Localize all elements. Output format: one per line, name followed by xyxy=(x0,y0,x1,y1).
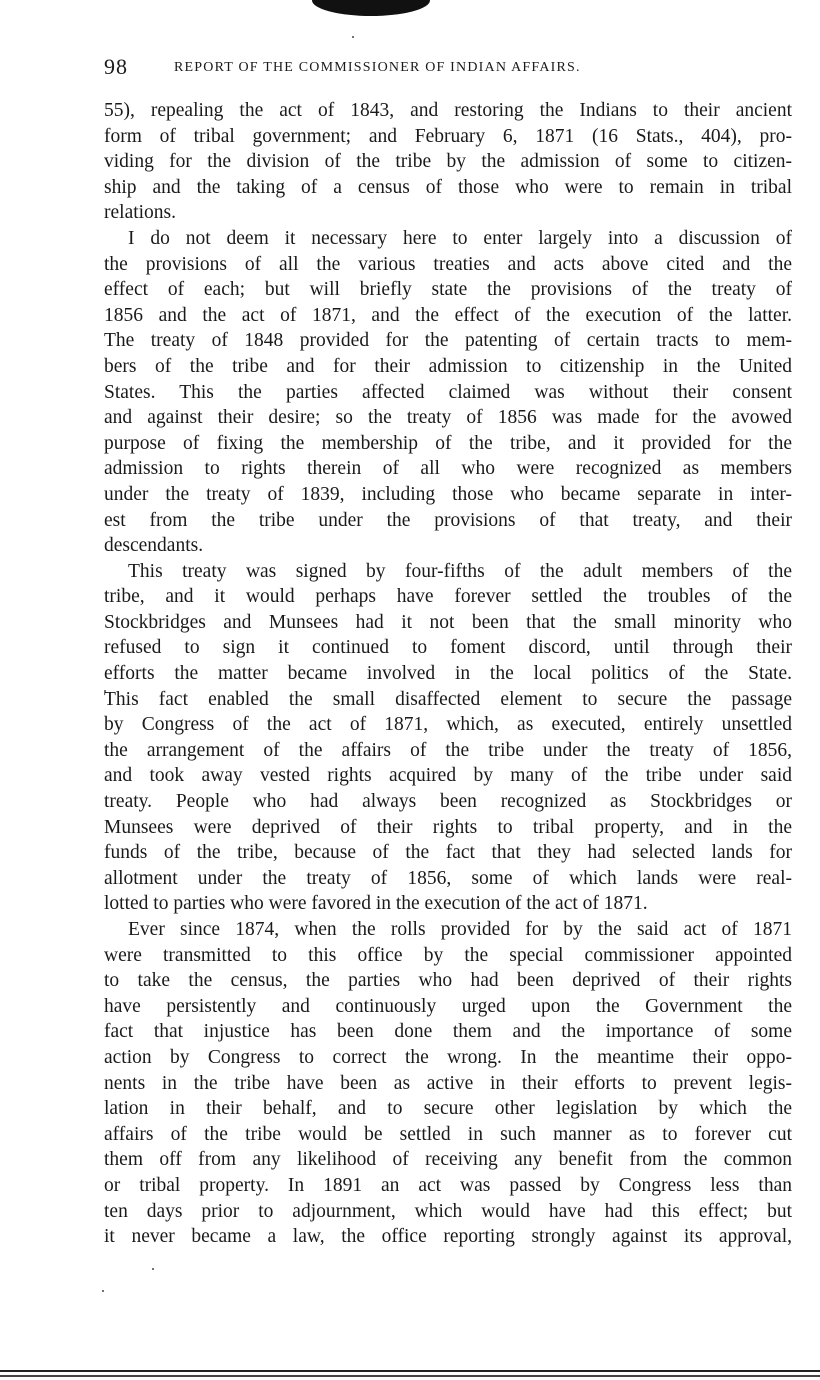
text-line: under the treaty of 1839, including those who became separate in inter- xyxy=(104,483,792,505)
text-line: lation in their behalf, and to secure other legislation by which the xyxy=(104,1098,792,1120)
text-line: The treaty of 1848 provided for the patenting of certain tracts to mem- xyxy=(104,330,792,352)
scan-bottom-edge xyxy=(0,1375,820,1377)
paragraph xyxy=(104,98,792,226)
scan-speck xyxy=(102,1290,104,1292)
text-line: I do not deem it necessary here to enter largely into a discussion of xyxy=(128,227,792,249)
text-line: were transmitted to this office by the special commissioner appointed xyxy=(104,944,792,966)
text-line: and took away vested rights acquired by many of the tribe under said xyxy=(104,765,792,787)
text-line: and against their desire; so the treaty of 1856 was made for the avowed xyxy=(104,407,792,429)
text-line: the arrangement of the affairs of the tribe under the treaty of 1856, xyxy=(104,739,792,761)
paragraph xyxy=(104,917,792,1250)
text-line: ten days prior to adjournment, which would have had this effect; but xyxy=(104,1200,792,1222)
text-line: funds of the tribe, because of the fact that they had selected lands for xyxy=(104,842,792,864)
text-line: This treaty was signed by four-fifths of the adult members of the xyxy=(128,560,792,582)
text-line: viding for the division of the tribe by the admission of some to citizen- xyxy=(104,151,792,173)
text-line: efforts the matter became involved in the local politics of the State. xyxy=(104,663,792,685)
text-line: it never became a law, the office reporting strongly against its approval, xyxy=(104,1226,792,1248)
text-line: bers of the tribe and for their admission to citizenship in the United xyxy=(104,355,792,377)
text-line: affairs of the tribe would be settled in such manner as to forever cut xyxy=(104,1123,792,1145)
text-line: ship and the taking of a census of those who were to remain in tribal xyxy=(104,176,792,198)
paragraph xyxy=(104,559,792,917)
scan-ink-blot xyxy=(312,0,430,16)
page-header xyxy=(104,54,794,84)
body-text xyxy=(104,98,792,1250)
text-line: Munsees were deprived of their rights to tribal property, and in the xyxy=(104,816,792,838)
text-line: nents in the tribe have been as active in their efforts to prevent legis- xyxy=(104,1072,792,1094)
text-line: form of tribal government; and February 6, 1871 (16 Stats., 404), pro- xyxy=(104,125,792,147)
text-line: tribe, and it would perhaps have forever settled the troubles of the xyxy=(104,586,792,608)
text-line: treaty. People who had always been recognized as Stockbridges or xyxy=(104,791,792,813)
text-line: action by Congress to correct the wrong. In the meantime their oppo- xyxy=(104,1046,792,1068)
text-line: purpose of fixing the membership of the tribe, and it provided for the xyxy=(104,432,792,454)
text-line: States. This the parties affected claimed was without their consent xyxy=(104,381,792,403)
text-line: 1856 and the act of 1871, and the effect of the execution of the latter. xyxy=(104,304,792,326)
page-number: 98 xyxy=(104,54,128,79)
text-line: lotted to parties who were favored in the execution of the act of 1871. xyxy=(104,893,648,915)
text-line: effect of each; but will briefly state the provisions of the treaty of xyxy=(104,279,792,301)
text-line: refused to sign it continued to foment discord, until through their xyxy=(104,637,792,659)
text-line: have persistently and continuously urged upon the Government the xyxy=(104,995,792,1017)
text-line: the provisions of all the various treaties and acts above cited and the xyxy=(104,253,792,275)
scan-speck xyxy=(152,1268,154,1270)
text-line: descendants. xyxy=(104,535,204,557)
text-line: them off from any likelihood of receiving any benefit from the common xyxy=(104,1149,792,1171)
text-line: Stockbridges and Munsees had it not been that the small minority who xyxy=(104,611,792,633)
text-line: or tribal property. In 1891 an act was passed by Congress less than xyxy=(104,1174,792,1196)
text-line: to take the census, the parties who had been deprived of their rights xyxy=(104,970,792,992)
paragraph xyxy=(104,226,792,559)
text-line: fact that injustice has been done them and the importance of some xyxy=(104,1021,792,1043)
text-line: 55), repealing the act of 1843, and restoring the Indians to their ancient xyxy=(104,100,792,121)
text-line: allotment under the treaty of 1856, some of which lands were real- xyxy=(104,867,792,889)
text-line: Ever since 1874, when the rolls provided for by the said act of 1871 xyxy=(128,919,792,940)
text-line: by Congress of the act of 1871, which, as executed, entirely unsettled xyxy=(104,714,792,736)
text-line: relations. xyxy=(104,202,177,224)
scan-bottom-edge xyxy=(0,1370,820,1372)
text-line: admission to rights therein of all who were recognized as members xyxy=(104,458,792,480)
text-line: est from the tribe under the provisions of that treaty, and their xyxy=(104,509,792,531)
running-head: REPORT OF THE COMMISSIONER OF INDIAN AFFAIRS. xyxy=(174,60,581,75)
scan-speck xyxy=(352,36,354,38)
text-line: This fact enabled the small disaffected element to secure the passage xyxy=(104,688,792,710)
